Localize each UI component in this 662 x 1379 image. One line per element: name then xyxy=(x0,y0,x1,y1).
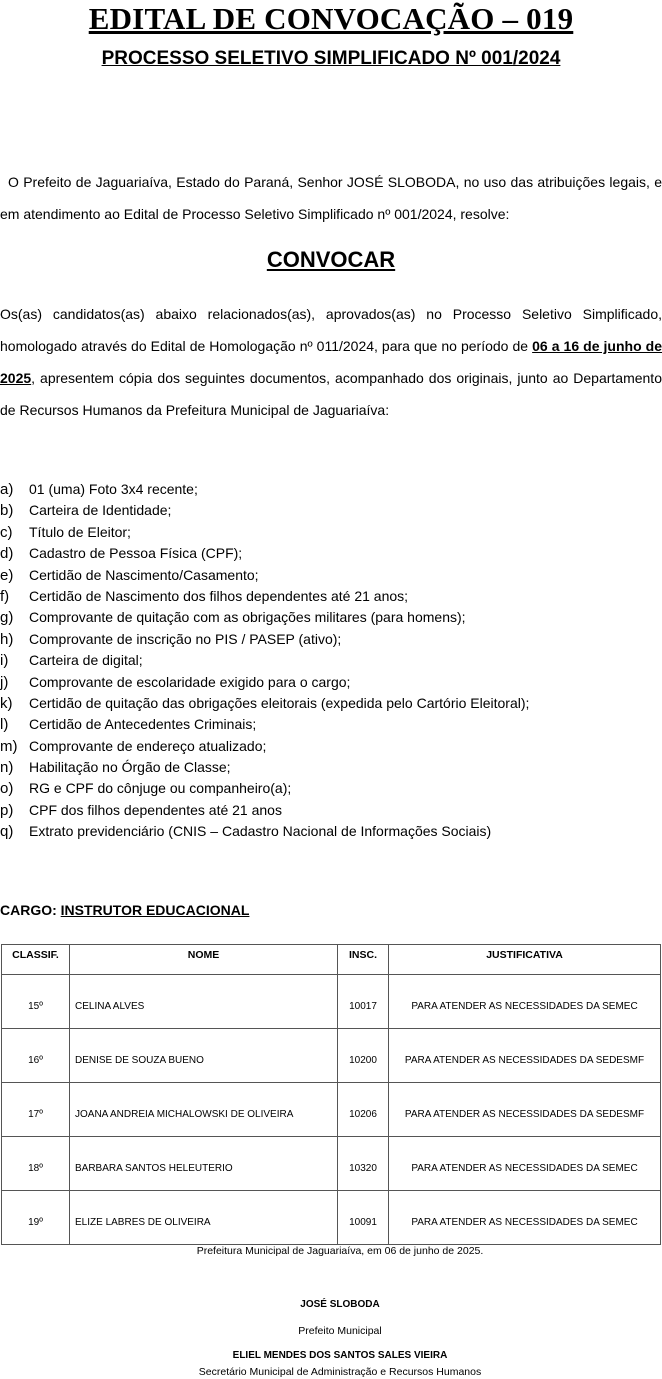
item-text: Certidão de Nascimento/Casamento; xyxy=(29,566,259,583)
place-date: Prefeitura Municipal de Jaguariaíva, em 06 de junho de 2025. xyxy=(196,1245,484,1257)
table-row xyxy=(2,1029,661,1083)
item-letter: m) xyxy=(0,737,18,755)
item-letter: l) xyxy=(0,716,9,734)
item-letter: n) xyxy=(0,759,14,777)
cell-justificativa: PARA ATENDER AS NECESSIDADES DA SEDESMF xyxy=(389,1029,661,1083)
list-item xyxy=(0,479,662,500)
cargo-value: INSTRUTOR EDUCACIONAL xyxy=(60,902,250,918)
item-text: 01 (uma) Foto 3x4 recente; xyxy=(29,481,198,497)
list-item xyxy=(0,565,662,586)
table-header-row xyxy=(2,945,661,975)
table-row xyxy=(2,975,661,1029)
header-insc: INSC. xyxy=(338,945,389,975)
item-text: Extrato previdenciário (CNIS – Cadastro Nacional de Informações Sociais) xyxy=(29,823,492,840)
convocar-heading: CONVOCAR xyxy=(266,247,396,272)
cell-insc: 10017 xyxy=(338,975,389,1029)
item-letter: e) xyxy=(0,566,14,584)
cell-nome: CELINA ALVES xyxy=(70,975,338,1029)
cell-classif: 17º xyxy=(2,1083,70,1137)
cargo-label: CARGO: xyxy=(0,902,57,918)
cell-justificativa: PARA ATENDER AS NECESSIDADES DA SEMEC xyxy=(389,1137,661,1191)
list-item xyxy=(0,800,662,821)
list-item xyxy=(0,522,662,543)
list-item xyxy=(0,693,662,714)
header-nome: NOME xyxy=(70,945,338,975)
item-text: Comprovante de escolaridade exigido para o cargo; xyxy=(29,673,351,690)
cargo-line xyxy=(0,900,249,920)
cell-insc: 10320 xyxy=(338,1137,389,1191)
convocation-paragraph xyxy=(0,298,662,426)
item-letter: o) xyxy=(0,780,14,798)
table-row xyxy=(2,1083,661,1137)
signer-mayor-name: JOSÉ SLOBODA xyxy=(300,1299,380,1310)
list-item xyxy=(0,778,662,799)
list-item xyxy=(0,821,662,842)
item-text: Cadastro de Pessoa Física (CPF); xyxy=(29,545,243,562)
item-text: CPF dos filhos dependentes até 21 anos xyxy=(29,801,282,818)
list-item xyxy=(0,757,662,778)
list-item xyxy=(0,629,662,650)
item-letter: a) xyxy=(0,481,14,498)
item-letter: j) xyxy=(0,673,9,691)
cell-justificativa: PARA ATENDER AS NECESSIDADES DA SEMEC xyxy=(389,975,661,1029)
cell-nome: DENISE DE SOUZA BUENO xyxy=(70,1029,338,1083)
list-item xyxy=(0,672,662,693)
cell-classif: 19º xyxy=(2,1191,70,1245)
item-letter: d) xyxy=(0,545,14,563)
item-text: Carteira de digital; xyxy=(29,652,143,669)
convocation-text-after: , apresentem cópia dos seguintes documentos, acompanhado dos originais, junto ao Departamento de Recursos Humanos da Prefeitura Municipal de Jaguariaíva: xyxy=(0,370,662,418)
item-letter: c) xyxy=(0,523,13,541)
header-classif: CLASSIF. xyxy=(2,945,70,975)
header-justificativa: JUSTIFICATIVA xyxy=(389,945,661,975)
signer-mayor-role: Prefeito Municipal xyxy=(298,1325,382,1337)
item-letter: b) xyxy=(0,502,14,520)
item-text: Certidão de quitação das obrigações eleitorais (expedida pelo Cartório Eleitoral); xyxy=(29,694,530,711)
item-text: Comprovante de endereço atualizado; xyxy=(29,737,267,754)
item-text: Certidão de Antecedentes Criminais; xyxy=(29,716,257,733)
table-row xyxy=(2,1137,661,1191)
required-documents-list xyxy=(0,479,662,843)
item-letter: h) xyxy=(0,630,14,648)
process-subtitle: PROCESSO SELETIVO SIMPLIFICADO Nº 001/2024 xyxy=(101,48,561,69)
cell-nome: BARBARA SANTOS HELEUTERIO xyxy=(70,1137,338,1191)
item-letter: i) xyxy=(0,652,9,670)
cell-classif: 18º xyxy=(2,1137,70,1191)
item-letter: q) xyxy=(0,823,14,841)
list-item xyxy=(0,500,662,521)
signer-secretary-role: Secretário Municipal de Administração e Recursos Humanos xyxy=(198,1366,482,1378)
convocation-text-before: Os(as) candidatos(as) abaixo relacionados(as), aprovados(as) no Processo Seletivo Simplificado, homologado através do Edital de Homologação nº 011/2024, para que no período de xyxy=(0,306,662,354)
edital-title: EDITAL DE CONVOCAÇÃO – 019 xyxy=(88,1,574,36)
item-text: Habilitação no Órgão de Classe; xyxy=(29,759,231,776)
cell-justificativa: PARA ATENDER AS NECESSIDADES DA SEDESMF xyxy=(389,1083,661,1137)
cell-justificativa: PARA ATENDER AS NECESSIDADES DA SEMEC xyxy=(389,1191,661,1245)
candidates-table xyxy=(1,944,661,1245)
item-letter: g) xyxy=(0,609,14,627)
item-text: RG e CPF do cônjuge ou companheiro(a); xyxy=(29,780,292,797)
intro-paragraph: O Prefeito de Jaguariaíva, Estado do Paraná, Senhor JOSÉ SLOBODA, no uso das atribuições legais, e em atendimento ao Edital de Processo Seletivo Simplificado nº 001/2024, resolve: xyxy=(0,174,662,222)
item-text: Comprovante de inscrição no PIS / PASEP (ativo); xyxy=(29,630,342,647)
item-text: Carteira de Identidade; xyxy=(29,502,172,519)
list-item xyxy=(0,736,662,757)
list-item xyxy=(0,543,662,564)
item-text: Certidão de Nascimento dos filhos dependentes até 21 anos; xyxy=(29,587,409,604)
cell-insc: 10091 xyxy=(338,1191,389,1245)
cell-classif: 16º xyxy=(2,1029,70,1083)
item-letter: f) xyxy=(0,587,10,605)
list-item xyxy=(0,650,662,671)
convocation-period: 06 a 16 de junho de 2025 xyxy=(0,338,662,386)
cell-classif: 15º xyxy=(2,975,70,1029)
signer-secretary-name: ELIEL MENDES DOS SANTOS SALES VIEIRA xyxy=(232,1350,448,1361)
cell-nome: ELIZE LABRES DE OLIVEIRA xyxy=(70,1191,338,1245)
list-item xyxy=(0,607,662,628)
list-item xyxy=(0,714,662,735)
item-text: Comprovante de quitação com as obrigações militares (para homens); xyxy=(29,609,466,626)
list-item xyxy=(0,586,662,607)
cell-insc: 10206 xyxy=(338,1083,389,1137)
cell-insc: 10200 xyxy=(338,1029,389,1083)
cell-nome: JOANA ANDREIA MICHALOWSKI DE OLIVEIRA xyxy=(70,1083,338,1137)
item-letter: k) xyxy=(0,694,13,712)
item-text: Título de Eleitor; xyxy=(29,523,131,540)
item-letter: p) xyxy=(0,801,14,819)
table-row xyxy=(2,1191,661,1245)
